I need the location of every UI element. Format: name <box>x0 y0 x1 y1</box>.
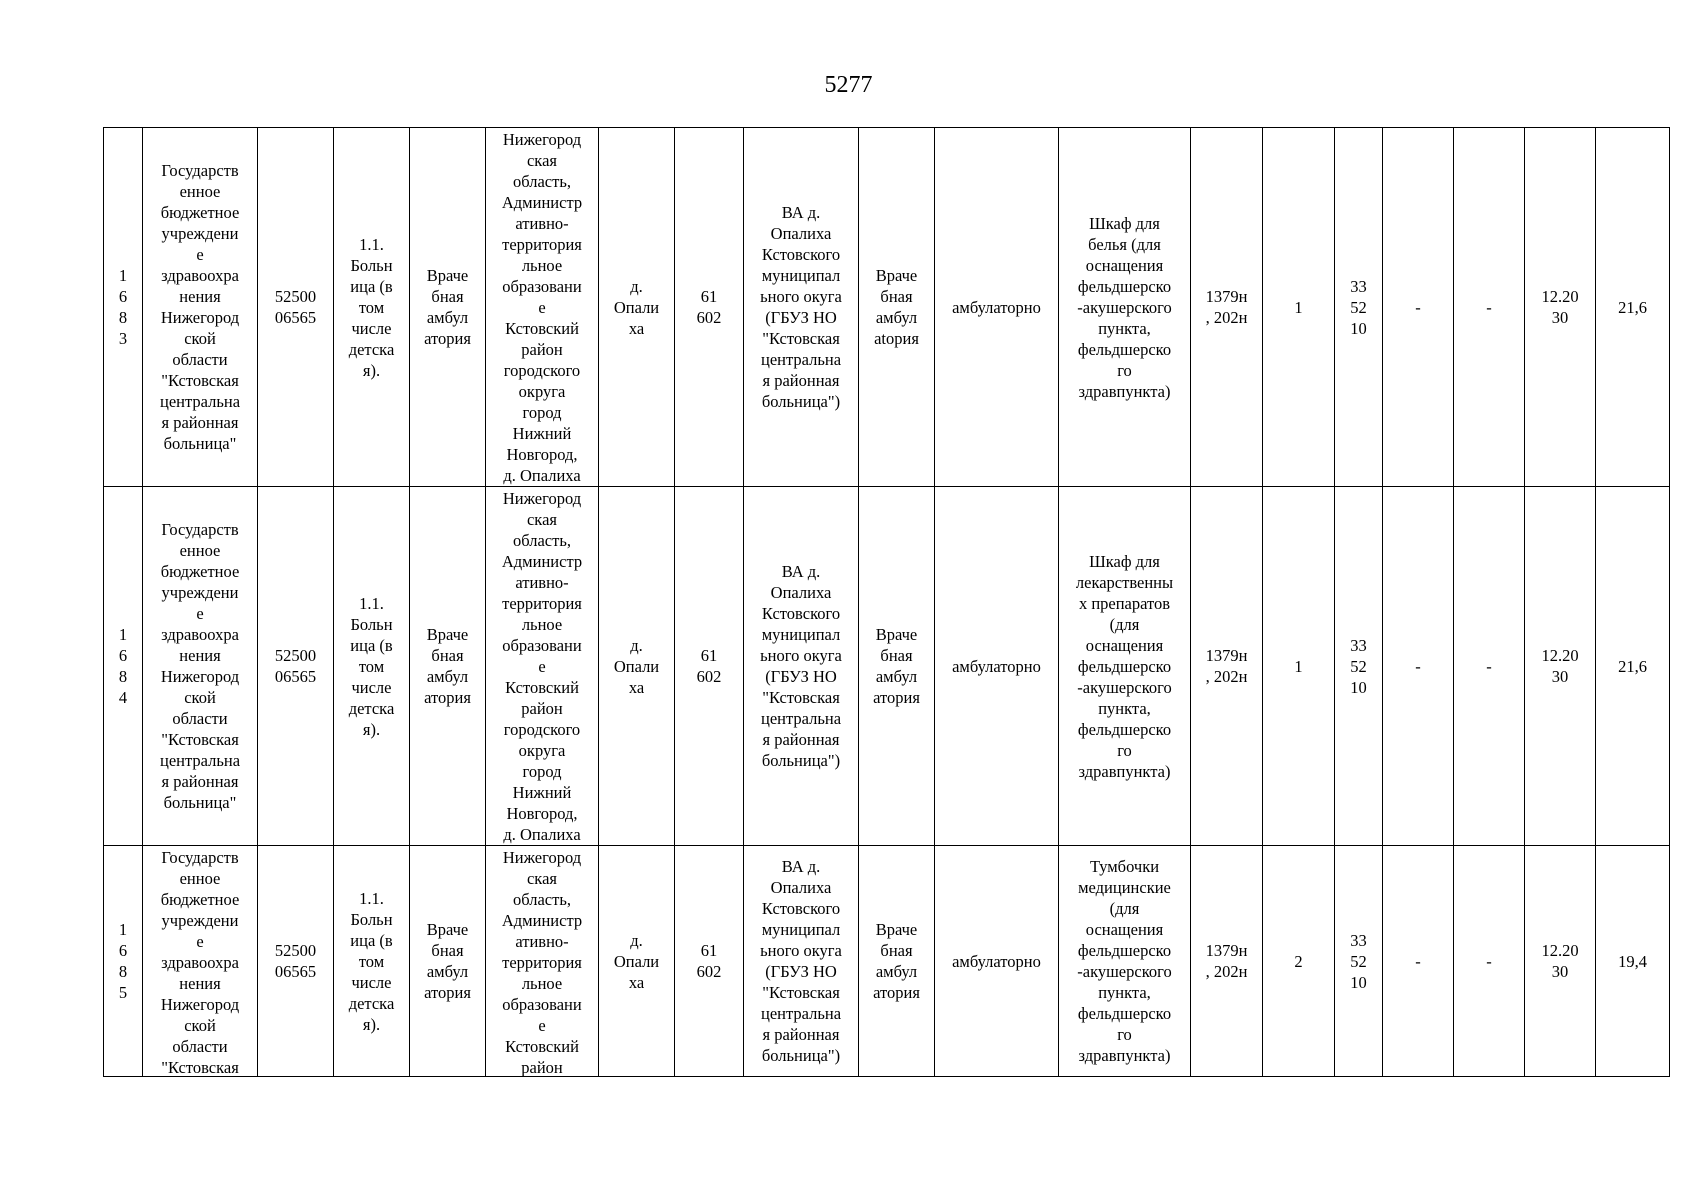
cell-unit <box>410 128 486 487</box>
cell-text: 21,6 <box>1618 297 1647 317</box>
cell-text: - <box>1486 951 1492 971</box>
page-number: 5277 <box>824 72 873 98</box>
cell-text: д. Опали ха <box>613 276 660 338</box>
cell-inn <box>258 487 334 846</box>
cell-text: Шкаф для лекарственны х препаратов (для оснащения фельдшерско -акушерского пункта, фельдшерско го здравпункта) <box>1075 551 1174 781</box>
table-row <box>104 846 1670 1077</box>
cell-unit-type <box>859 128 935 487</box>
cell-text: 33 52 10 <box>1350 635 1367 697</box>
cell-locality <box>599 487 675 846</box>
cell-text: Тумбочки медицинские (для оснащения фельдшерско -акушерского пункта, фельдшерско го здравпункта) <box>1077 857 1172 1065</box>
cell-address <box>486 487 599 846</box>
cell-unit <box>410 846 486 1077</box>
cell-text: Враче бная амбул атория <box>873 920 920 1002</box>
cell-text: амбулаторно <box>952 951 1041 971</box>
cell-col-a <box>1383 846 1454 1077</box>
cell-text: 1 6 8 4 <box>118 625 128 707</box>
cell-equipment <box>1059 487 1191 846</box>
cell-text: Нижегород ская область, Администр ативно- территория льное образовани е Кстовский район городского округа город Нижний Новгород, д. Опалиха <box>501 488 583 844</box>
cell-facility <box>744 846 859 1077</box>
cell-order <box>1191 128 1263 487</box>
table-row <box>104 128 1670 487</box>
cell-org <box>143 846 258 1077</box>
cell-code <box>1335 487 1383 846</box>
cell-col-b <box>1454 846 1525 1077</box>
cell-text: Государств енное бюджетное учреждени е здравоохра нения Нижегород ской области "Кстовская центральна я районная больница" <box>159 520 241 812</box>
cell-org <box>143 128 258 487</box>
cell-text: 1379н , 202н <box>1205 287 1248 327</box>
cell-text: 1.1. Больн ица (в том числе детска я). <box>348 234 395 380</box>
cell-col-a <box>1383 487 1454 846</box>
cell-address <box>486 846 599 1077</box>
cell-care-form <box>935 846 1059 1077</box>
cell-text: 1379н , 202н <box>1205 941 1248 981</box>
cell-equipment <box>1059 846 1191 1077</box>
cell-text: Государств енное бюджетное учреждени е здравоохра нения Нижегород ской области "Кстовская центральна я районная больница" <box>159 161 241 453</box>
cell-text: 21,6 <box>1618 656 1647 676</box>
cell-num <box>104 128 143 487</box>
cell-amount <box>1596 487 1670 846</box>
cell-locality <box>599 846 675 1077</box>
cell-order <box>1191 846 1263 1077</box>
cell-facility <box>744 487 859 846</box>
cell-text: 33 52 10 <box>1350 930 1367 992</box>
cell-inn <box>258 128 334 487</box>
cell-amount <box>1596 128 1670 487</box>
cell-text: Шкаф для белья (для оснащения фельдшерско -акушерского пункта, фельдшерско го здравпункта) <box>1077 213 1172 401</box>
cell-amount <box>1596 846 1670 1077</box>
cell-num <box>104 487 143 846</box>
cell-order <box>1191 487 1263 846</box>
cell-text: 1.1. Больн ица (в том числе детска я). <box>348 888 395 1034</box>
cell-address <box>486 128 599 487</box>
cell-text: 1 6 8 5 <box>118 920 128 1002</box>
cell-text: 1 <box>1294 656 1303 676</box>
cell-text: ВА д. Опалиха Кстовского муниципал ьного окуга (ГБУЗ НО "Кстовская центральна я районная больница") <box>760 562 842 770</box>
cell-text: 12.20 30 <box>1541 287 1579 327</box>
cell-text: Враче бная амбул атория <box>424 625 471 707</box>
cell-text: - <box>1415 656 1421 676</box>
cell-unit <box>410 487 486 846</box>
cell-quantity <box>1263 846 1335 1077</box>
cell-unit-type <box>859 487 935 846</box>
cell-text: д. Опали ха <box>613 635 660 697</box>
cell-oktmo <box>675 846 744 1077</box>
cell-text: 52500 06565 <box>274 941 317 981</box>
cell-text: 2 <box>1294 951 1303 971</box>
cell-quantity <box>1263 487 1335 846</box>
cell-text: 1 <box>1294 297 1303 317</box>
cell-text: 61 602 <box>696 287 722 327</box>
cell-facility <box>744 128 859 487</box>
cell-care-form <box>935 487 1059 846</box>
cell-care-form <box>935 128 1059 487</box>
cell-text: 1.1. Больн ица (в том числе детска я). <box>348 593 395 739</box>
cell-col-b <box>1454 128 1525 487</box>
table-row <box>104 487 1670 846</box>
cell-quantity <box>1263 128 1335 487</box>
cell-text: 61 602 <box>696 941 722 981</box>
cell-text: - <box>1486 656 1492 676</box>
cell-oktmo <box>675 128 744 487</box>
cell-text: 61 602 <box>696 646 722 686</box>
cell-category <box>334 487 410 846</box>
cell-num <box>104 846 143 1077</box>
cell-text: Нижегород ская область, Администр ативно- территория льное образовани е Кстовский район городского округа город Нижний Новгород, д. Опалиха <box>501 129 583 485</box>
cell-category <box>334 128 410 487</box>
cell-text: амбулаторно <box>952 297 1041 317</box>
cell-text: Государств енное бюджетное учреждени е здравоохра нения Нижегород ской области "Кстовская <box>160 847 240 1076</box>
cell-text: ВА д. Опалиха Кстовского муниципал ьного окуга (ГБУЗ НО "Кстовская центральна я районная больница") <box>760 203 842 411</box>
cell-col-b <box>1454 487 1525 846</box>
cell-text: - <box>1415 297 1421 317</box>
cell-org <box>143 487 258 846</box>
cell-text: 1 6 8 3 <box>118 266 128 348</box>
cell-text: 33 52 10 <box>1350 276 1367 338</box>
cell-text: Нижегород ская область, Администр ативно- территория льное образовани е Кстовский район <box>501 847 583 1076</box>
cell-text: Враче бная амбул атория <box>873 625 920 707</box>
cell-locality <box>599 128 675 487</box>
cell-text: 12.20 30 <box>1541 646 1579 686</box>
registry-table <box>103 127 1670 1077</box>
cell-oktmo <box>675 487 744 846</box>
cell-col-a <box>1383 128 1454 487</box>
cell-text: 12.20 30 <box>1541 941 1579 981</box>
cell-code <box>1335 846 1383 1077</box>
cell-date <box>1525 487 1596 846</box>
cell-date <box>1525 128 1596 487</box>
cell-text: Враче бная амбул атория <box>424 920 471 1002</box>
cell-text: - <box>1415 951 1421 971</box>
cell-date <box>1525 846 1596 1077</box>
cell-category <box>334 846 410 1077</box>
cell-text: д. Опали ха <box>613 930 660 992</box>
cell-text: - <box>1486 297 1492 317</box>
cell-text: 19,4 <box>1618 951 1647 971</box>
cell-code <box>1335 128 1383 487</box>
cell-unit-type <box>859 846 935 1077</box>
cell-text: Враче бная амбул atория <box>874 266 919 348</box>
cell-text: ВА д. Опалиха Кстовского муниципал ьного окуга (ГБУЗ НО "Кстовская центральна я районная больница") <box>760 857 842 1065</box>
cell-text: 52500 06565 <box>274 646 317 686</box>
cell-equipment <box>1059 128 1191 487</box>
cell-inn <box>258 846 334 1077</box>
cell-text: 1379н , 202н <box>1205 646 1248 686</box>
cell-text: 52500 06565 <box>274 287 317 327</box>
cell-text: Враче бная амбул атория <box>424 266 471 348</box>
cell-text: амбулаторно <box>952 656 1041 676</box>
